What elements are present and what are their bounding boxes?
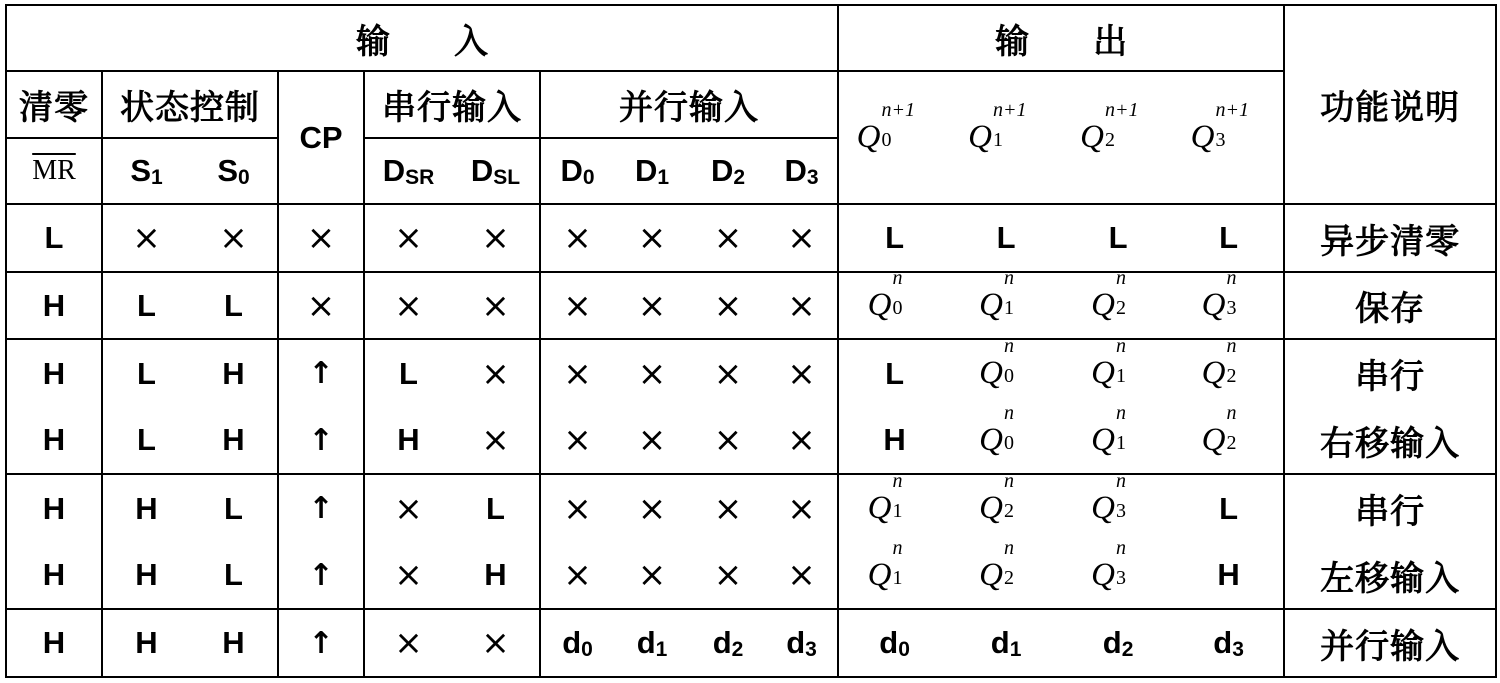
input-cell: ×	[690, 204, 766, 272]
q-subscript: 2	[1226, 431, 1237, 454]
cell-value: d	[786, 625, 806, 661]
q-superscript: n	[1116, 536, 1127, 559]
output-cell	[1062, 470, 1174, 542]
d2-header	[690, 138, 766, 205]
q-base: Q	[1091, 421, 1116, 458]
output-cell	[1174, 204, 1284, 272]
input-cell: ×	[278, 272, 364, 340]
cell-subscript: 1	[1009, 638, 1022, 662]
q-subscript: 2	[1004, 566, 1015, 589]
input-cell: ×	[766, 272, 838, 340]
input-cell: ×	[690, 339, 766, 407]
q-superscript: n+1	[993, 99, 1027, 122]
input-cell: ×	[690, 272, 766, 340]
q-base: Q	[1190, 119, 1215, 156]
dsr-header	[364, 138, 452, 205]
q-base: Q	[867, 287, 892, 324]
output-cell	[838, 204, 950, 272]
output-group-header	[838, 5, 1284, 71]
output-cell	[950, 401, 1062, 475]
output-cell	[1174, 474, 1284, 542]
q-subscript: 1	[892, 500, 903, 523]
input-cell: L	[190, 272, 278, 340]
input-cell: H	[190, 339, 278, 407]
cell-subscript: 0	[581, 638, 593, 662]
input-cell: ×	[102, 204, 190, 272]
input-cell: ×	[364, 272, 452, 340]
table-row	[6, 339, 1496, 407]
output-cell	[1174, 335, 1284, 407]
q-base: Q	[1201, 287, 1226, 324]
q-expression	[979, 536, 1033, 593]
input-cell: ×	[766, 542, 838, 610]
cp-header: CP	[278, 71, 364, 204]
input-cell: ×	[452, 204, 540, 272]
input-cell: H	[102, 474, 190, 542]
input-cell: H	[6, 272, 102, 340]
input-cell: H	[6, 609, 102, 677]
q-superscript: n	[892, 470, 903, 493]
output-cell	[838, 339, 950, 407]
cell-subscript: 3	[805, 638, 817, 662]
input-cell: ×	[540, 272, 614, 340]
q-subscript: 2	[1105, 129, 1116, 152]
cell-value: L	[996, 220, 1016, 256]
q-base: Q	[867, 556, 892, 593]
table-row	[6, 204, 1496, 272]
input-cell: H	[6, 407, 102, 475]
input-cell: L	[190, 474, 278, 542]
q-superscript: n	[1226, 401, 1237, 424]
d1-subscript: 1	[657, 166, 670, 190]
table-row	[6, 609, 1496, 677]
q-expression	[979, 401, 1033, 458]
cell-value: L	[1219, 490, 1239, 526]
output-cell	[950, 536, 1062, 610]
q-base: Q	[867, 490, 892, 527]
d0-subscript: 0	[582, 166, 595, 190]
q-base: Q	[979, 490, 1004, 527]
clear-header: 清零	[6, 71, 102, 137]
dsl-subscript: SL	[493, 166, 521, 190]
q-expression	[1201, 335, 1256, 392]
q-subscript: 3	[1116, 500, 1127, 523]
d3-header	[766, 138, 838, 205]
dsr-subscript: SR	[405, 166, 435, 190]
cell-value: L	[885, 355, 905, 391]
q-base: Q	[968, 119, 993, 156]
s1-header	[102, 138, 190, 205]
dsl-label: D	[470, 153, 494, 189]
output-cell	[838, 609, 950, 677]
input-cell: H	[6, 474, 102, 542]
q-subscript: 3	[1116, 566, 1127, 589]
input-cell: ↑	[278, 339, 364, 407]
dsr-label: D	[382, 153, 406, 189]
input-cell: ×	[614, 542, 690, 610]
dsl-header	[452, 138, 540, 205]
cell-value: d	[712, 625, 732, 661]
cell-value: H	[1217, 557, 1240, 593]
cell-value: d	[562, 625, 582, 661]
cell-value: L	[1219, 220, 1239, 256]
q-subscript: 2	[1116, 297, 1127, 320]
q-subscript: 1	[1004, 297, 1015, 320]
q-subscript: 2	[1226, 365, 1237, 388]
function-cell: 并行输入	[1284, 609, 1496, 677]
output-cell	[838, 407, 950, 475]
q-base: Q	[1091, 355, 1116, 392]
input-cell: ×	[364, 609, 452, 677]
input-cell: ×	[540, 474, 614, 542]
input-cell: ↑	[278, 542, 364, 610]
q-base: Q	[979, 355, 1004, 392]
input-cell: H	[364, 407, 452, 475]
input-title-left: 输	[356, 21, 391, 62]
input-group-header	[6, 5, 838, 71]
q-subscript: 0	[892, 297, 903, 320]
input-cell: ×	[614, 407, 690, 475]
cell-subscript: 3	[1232, 638, 1244, 662]
cell-value: H	[883, 422, 906, 458]
q-subscript: 3	[1226, 297, 1237, 320]
q-base: Q	[1201, 355, 1226, 392]
input-cell	[766, 609, 838, 677]
q-base: Q	[856, 119, 881, 156]
input-cell: ×	[364, 204, 452, 272]
input-cell: L	[364, 339, 452, 407]
input-cell: ×	[364, 474, 452, 542]
q-superscript: n	[1004, 536, 1015, 559]
input-cell: ×	[766, 407, 838, 475]
mr-header	[6, 138, 102, 205]
q-expression	[867, 267, 922, 324]
q-base: Q	[1080, 119, 1105, 156]
q-expression	[1080, 99, 1156, 156]
q-base: Q	[979, 556, 1004, 593]
input-cell: ×	[540, 204, 614, 272]
cell-value: d	[1102, 625, 1122, 661]
mr-label: $\overline{MR}$	[32, 155, 76, 187]
q-superscript: n	[1004, 401, 1015, 424]
function-cell: 左移输入	[1284, 542, 1496, 610]
q-subscript: 1	[993, 129, 1004, 152]
input-cell: ×	[452, 339, 540, 407]
q-superscript: n+1	[881, 99, 916, 122]
q-superscript: n	[1226, 335, 1237, 358]
input-cell: ×	[452, 609, 540, 677]
cell-value: d	[990, 625, 1010, 661]
q-superscript: n	[1116, 470, 1127, 493]
q-base: Q	[1091, 490, 1116, 527]
q0-next-header	[838, 71, 950, 204]
output-cell	[1062, 335, 1174, 407]
q-subscript: 0	[881, 129, 892, 152]
d2-label: D	[710, 153, 734, 189]
q-superscript: n	[1116, 335, 1127, 358]
output-cell	[950, 609, 1062, 677]
q2-next-header	[1062, 71, 1174, 204]
cell-subscript: 2	[731, 638, 744, 662]
q3-next-header	[1174, 71, 1284, 204]
s0-label: S	[217, 153, 238, 189]
q-subscript: 1	[1116, 431, 1127, 454]
q-subscript: 0	[1004, 365, 1015, 388]
q-superscript: n+1	[1215, 99, 1250, 122]
output-cell	[838, 536, 950, 610]
input-cell: ×	[540, 339, 614, 407]
parallel-input-header: 并行输入	[540, 71, 838, 137]
table-row	[6, 407, 1496, 475]
input-cell: H	[102, 542, 190, 610]
truth-table-body	[6, 204, 1496, 677]
q-superscript: n	[1004, 470, 1015, 493]
q-expression	[1091, 536, 1145, 593]
input-cell: ×	[614, 204, 690, 272]
q-subscript: 2	[1004, 500, 1015, 523]
function-cell: 保存	[1284, 272, 1496, 340]
input-cell	[540, 609, 614, 677]
q-superscript: n	[1004, 267, 1015, 290]
q-expression	[979, 470, 1033, 527]
input-cell: L	[102, 407, 190, 475]
q-expression	[979, 335, 1033, 392]
input-cell: L	[190, 542, 278, 610]
function-cell: 串行	[1284, 339, 1496, 407]
output-cell	[1174, 267, 1284, 340]
shift-register-truth-table	[5, 4, 1497, 678]
q-expression	[979, 267, 1033, 324]
output-cell	[1174, 401, 1284, 475]
input-cell: L	[102, 272, 190, 340]
q-base: Q	[1091, 287, 1116, 324]
q-subscript: 3	[1215, 129, 1226, 152]
output-title-right: 出	[1093, 21, 1128, 62]
q-superscript: n	[1004, 335, 1015, 358]
output-cell	[950, 267, 1062, 340]
d2-subscript: 2	[733, 166, 746, 190]
cell-value: d	[636, 625, 656, 661]
function-cell: 右移输入	[1284, 407, 1496, 475]
d1-header	[614, 138, 690, 205]
input-cell: ×	[452, 272, 540, 340]
cell-value: L	[1108, 220, 1128, 256]
output-cell	[1062, 267, 1174, 340]
cell-value: d	[879, 625, 899, 661]
output-cell	[950, 204, 1062, 272]
input-cell	[690, 609, 766, 677]
input-cell: ×	[690, 474, 766, 542]
input-cell: H	[190, 609, 278, 677]
q-expression	[856, 99, 933, 156]
input-cell: ×	[364, 542, 452, 610]
table-row	[6, 542, 1496, 610]
function-cell: 串行	[1284, 474, 1496, 542]
q-superscript: n	[892, 267, 903, 290]
cell-subscript: 1	[655, 638, 668, 662]
cell-subscript: 0	[898, 638, 910, 662]
input-cell: ×	[614, 339, 690, 407]
function-cell: 异步清零	[1284, 204, 1496, 272]
q-expression	[968, 99, 1044, 156]
input-cell: ×	[690, 542, 766, 610]
output-title-left: 输	[995, 21, 1030, 62]
input-cell: H	[6, 542, 102, 610]
d3-subscript: 3	[806, 166, 819, 190]
input-cell: ×	[278, 204, 364, 272]
q-expression	[867, 470, 922, 527]
cell-value: d	[1213, 625, 1233, 661]
state-control-header: 状态控制	[102, 71, 278, 137]
input-cell: L	[102, 339, 190, 407]
input-cell: ×	[614, 272, 690, 340]
function-header: 功能说明	[1284, 5, 1496, 204]
output-cell	[1062, 401, 1174, 475]
input-cell: ×	[690, 407, 766, 475]
d0-header	[540, 138, 614, 205]
q-base: Q	[979, 287, 1004, 324]
output-cell	[1062, 536, 1174, 610]
input-cell: ×	[540, 407, 614, 475]
input-cell: H	[6, 339, 102, 407]
input-cell: H	[190, 407, 278, 475]
table-row	[6, 272, 1496, 340]
input-cell	[614, 609, 690, 677]
q-expression	[1091, 335, 1145, 392]
output-cell	[1062, 609, 1174, 677]
q-expression	[867, 536, 922, 593]
input-cell: ×	[190, 204, 278, 272]
input-cell: ×	[452, 407, 540, 475]
s0-header	[190, 138, 278, 205]
cell-value: L	[885, 220, 905, 256]
q-base: Q	[979, 421, 1004, 458]
q-expression	[1190, 99, 1267, 156]
input-cell: ×	[766, 204, 838, 272]
input-cell: H	[102, 609, 190, 677]
q-expression	[1091, 267, 1145, 324]
q-subscript: 1	[892, 566, 903, 589]
q-superscript: n	[1116, 401, 1127, 424]
q-expression	[1201, 267, 1256, 324]
output-cell	[1174, 542, 1284, 610]
output-cell	[838, 470, 950, 542]
input-cell: ×	[766, 339, 838, 407]
q-base: Q	[1091, 556, 1116, 593]
input-cell: L	[452, 474, 540, 542]
s1-subscript: 1	[151, 166, 163, 190]
table-row	[6, 474, 1496, 542]
input-cell: ×	[766, 474, 838, 542]
s0-subscript: 0	[238, 166, 250, 190]
d1-label: D	[634, 153, 658, 189]
input-cell: ↑	[278, 474, 364, 542]
input-cell: ↑	[278, 407, 364, 475]
s1-label: S	[130, 153, 151, 189]
q-base: Q	[1201, 421, 1226, 458]
output-cell	[1174, 609, 1284, 677]
input-title-right: 入	[454, 21, 489, 62]
input-cell: L	[6, 204, 102, 272]
d3-label: D	[784, 153, 807, 189]
output-cell	[838, 267, 950, 340]
q-superscript: n	[892, 536, 903, 559]
q-expression	[1201, 401, 1256, 458]
q-expression	[1091, 470, 1145, 527]
output-cell	[1062, 204, 1174, 272]
serial-input-header: 串行输入	[364, 71, 540, 137]
output-cell	[950, 470, 1062, 542]
cell-subscript: 2	[1121, 638, 1134, 662]
input-cell: H	[452, 542, 540, 610]
input-cell: ↑	[278, 609, 364, 677]
input-cell: ×	[540, 542, 614, 610]
output-cell	[950, 335, 1062, 407]
q-subscript: 0	[1004, 431, 1015, 454]
q-superscript: n+1	[1105, 99, 1139, 122]
q-superscript: n	[1226, 267, 1237, 290]
q-expression	[1091, 401, 1145, 458]
q-subscript: 1	[1116, 365, 1127, 388]
q1-next-header	[950, 71, 1062, 204]
q-superscript: n	[1116, 267, 1127, 290]
input-cell: ×	[614, 474, 690, 542]
d0-label: D	[560, 153, 583, 189]
